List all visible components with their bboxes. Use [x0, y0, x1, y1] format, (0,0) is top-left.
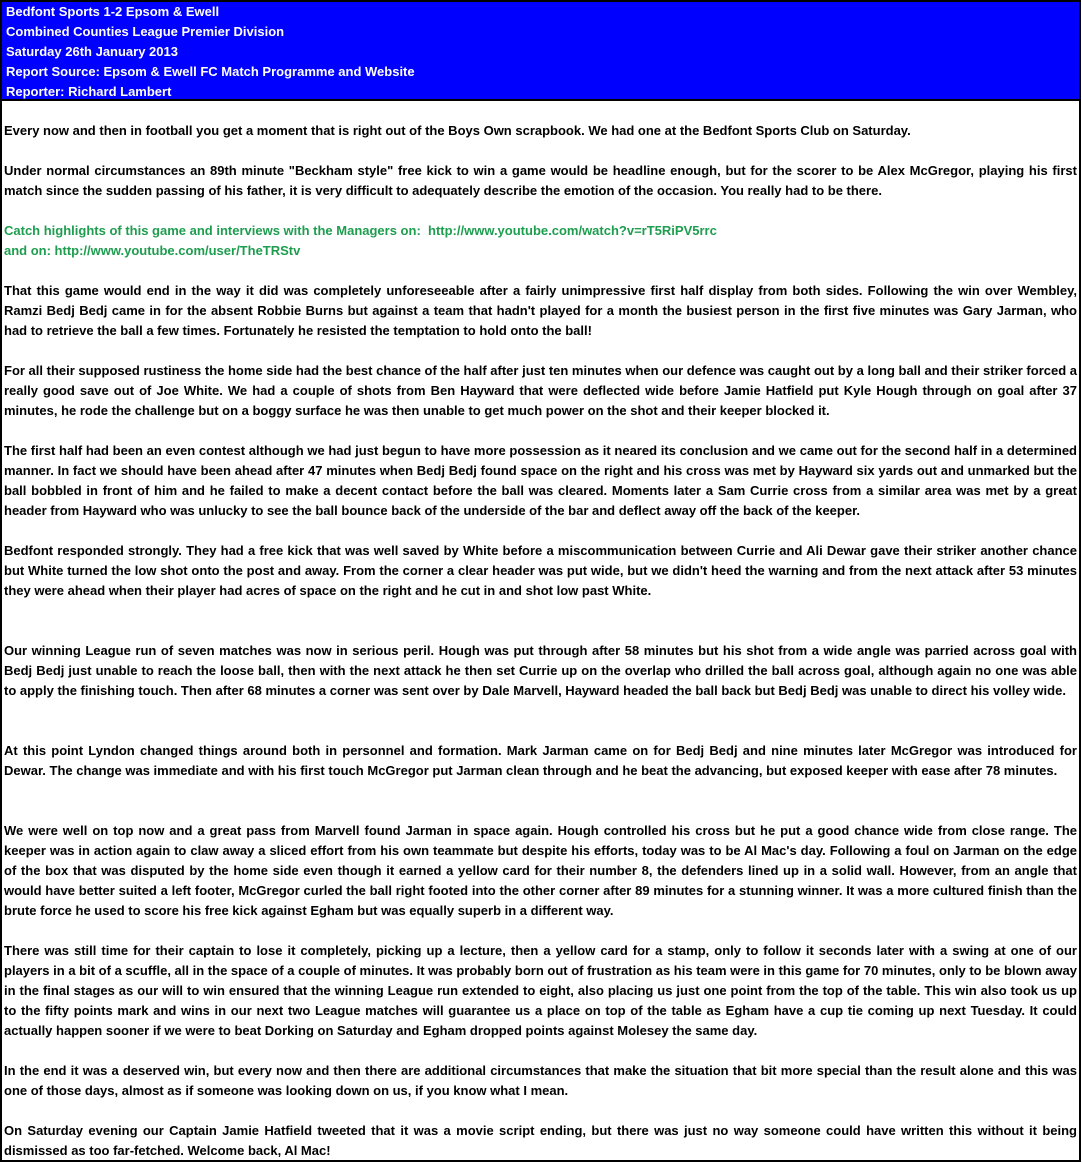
paragraph-early-chances: For all their supposed rustiness the home side had the best chance of the half after just ten minutes when our defence was caught out by a long ball and their striker forced a really good save out of Joe White. We had a couple of shots from Ben Hayward that were deflected wide before Jamie Hatfield put Kyle Hough through on goal after 37 minutes, he rode the challenge but on a boggy surface he was then unable to get much power on the shot and their keeper blocked it. — [4, 363, 1077, 418]
highlights-links — [4, 221, 1077, 261]
paragraph-deserved-win: In the end it was a deserved win, but every now and then there are additional circumstances that make the situation that bit more special than the result alone and this was one of those days, almost as if someone was looking down on us, if you know what I mean. — [4, 1063, 1077, 1098]
paragraph-first-half-start: That this game would end in the way it did was completely unforeseeable after a fairly unimpressive first half display from both sides. Following the win over Wembley, Ramzi Bedj Bedj came in for the absent Robbie Burns but against a team that hadn't played for a month the busiest person in the first five minutes was Gary Jarman, who had to retrieve the ball a few times. Fortunately he resisted the temptation to hold onto the ball! — [4, 283, 1077, 338]
youtube-channel-link[interactable]: http://www.youtube.com/user/TheTRStv — [54, 243, 301, 258]
paragraph-welcome-back: On Saturday evening our Captain Jamie Hatfield tweeted that it was a movie script ending, but there was just no way someone could have written this without it being dismissed as too far-fetched. Welcome back, Al Mac! — [4, 1123, 1077, 1158]
highlights-prefix: Catch highlights of this game and interviews with the Managers on: — [4, 223, 428, 238]
match-date: Saturday 26th January 2013 — [6, 44, 178, 59]
paragraph-winner: We were well on top now and a great pass from Marvell found Jarman in space again. Hough controlled his cross but he put a good chance wide from close range. The keeper was in action again to claw away a sliced effort from his own teammate but despite his efforts, today was to be Al Mac's day. Following a foul on Jarman on the edge of the box that was disputed by the home side even though it earned a yellow card for their number 8, the defenders lined up in a solid wall. However, from an angle that would have better suited a left footer, McGregor curled the ball right footed into the other corner after 89 minutes for a stunning winner. It was a more cultured finish than the brute force he used to score his free kick against Egham but was equally superb in a different way. — [4, 823, 1077, 918]
report-source: Report Source: Epsom & Ewell FC Match Programme and Website — [6, 64, 415, 79]
competition: Combined Counties League Premier Division — [6, 24, 285, 39]
paragraph-intro: Every now and then in football you get a moment that is right out of the Boys Own scrapbook. We had one at the Bedfont Sports Club on Saturday. — [4, 123, 911, 138]
channel-prefix: and on: — [4, 243, 55, 258]
paragraph-second-half: The first half had been an even contest although we had just begun to have more possession as it neared its conclusion and we came out for the second half in a determined manner. In fact we should have been ahead after 47 minutes when Bedj Bedj found space on the right and his cross was met by Hayward six yards out and unmarked but the ball bobbled in front of him and he failed to make a decent contact before the ball was cleared. Moments later a Sam Currie cross from a similar area was met by a great header from Hayward who was unlucky to see the ball bounce back of the underside of the bar and deflect away off the back of the keeper. — [4, 443, 1077, 518]
match-title: Bedfont Sports 1-2 Epsom & Ewell — [6, 4, 220, 19]
report-header — [2, 2, 1079, 101]
paragraph-substitutions: At this point Lyndon changed things around both in personnel and formation. Mark Jarman came on for Bedj Bedj and nine minutes later McGregor was introduced for Dewar. The change was immediate and with his first touch McGregor put Jarman clean through and he beat the advancing, but exposed keeper with ease after 78 minutes. — [4, 743, 1077, 778]
paragraph-bedfont-goal: Bedfont responded strongly. They had a free kick that was well saved by White before a miscommunication between Currie and Ali Dewar gave their striker another chance but White turned the low shot onto the post and away. From the corner a clear header was put wide, but we didn't heed the warning and from the next attack after 53 minutes they were ahead when their player had acres of space on the right and he cut in and shot low past White. — [4, 543, 1077, 598]
paragraph-captain: There was still time for their captain to lose it completely, picking up a lecture, then a yellow card for a stamp, only to follow it seconds later with a swing at one of our players in a bit of a scuffle, all in the space of a couple of minutes. It was probably born out of frustration as his team were in this game for 70 minutes, only to be blown away in the final stages as our will to win ensured that the winning League run extended to eight, also placing us just one point from the top of the table. This win also took us up to the fifty points mark and wins in our next two League matches will guarantee us a place on top of the table as Egham have a cup tie coming up next Tuesday. It could actually happen sooner if we were to beat Dorking on Saturday and Egham dropped points against Molesey the same day. — [4, 943, 1077, 1038]
paragraph-circumstances: Under normal circumstances an 89th minute "Beckham style" free kick to win a game would be headline enough, but for the scorer to be Alex McGregor, playing his first match since the sudden passing of his father, it is very difficult to adequately describe the emotion of the occasion. You really had to be there. — [4, 163, 1077, 198]
youtube-video-link[interactable]: http://www.youtube.com/watch?v=rT5RiPV5rrc — [428, 223, 717, 238]
highlights-line-2 — [4, 241, 1077, 261]
reporter: Reporter: Richard Lambert — [6, 84, 172, 99]
paragraph-winning-run: Our winning League run of seven matches was now in serious peril. Hough was put through after 58 minutes but his shot from a wide angle was parried across goal with Bedj Bedj just unable to reach the loose ball, then with the next attack he then set Currie up on the overlap who drilled the ball across goal, although again no one was able to apply the finishing touch. Then after 68 minutes a corner was sent over by Dale Marvell, Hayward headed the ball back but Bedj Bedj was unable to direct his volley wide. — [4, 643, 1077, 698]
report-body — [2, 101, 1079, 1161]
highlights-line-1 — [4, 221, 1077, 241]
